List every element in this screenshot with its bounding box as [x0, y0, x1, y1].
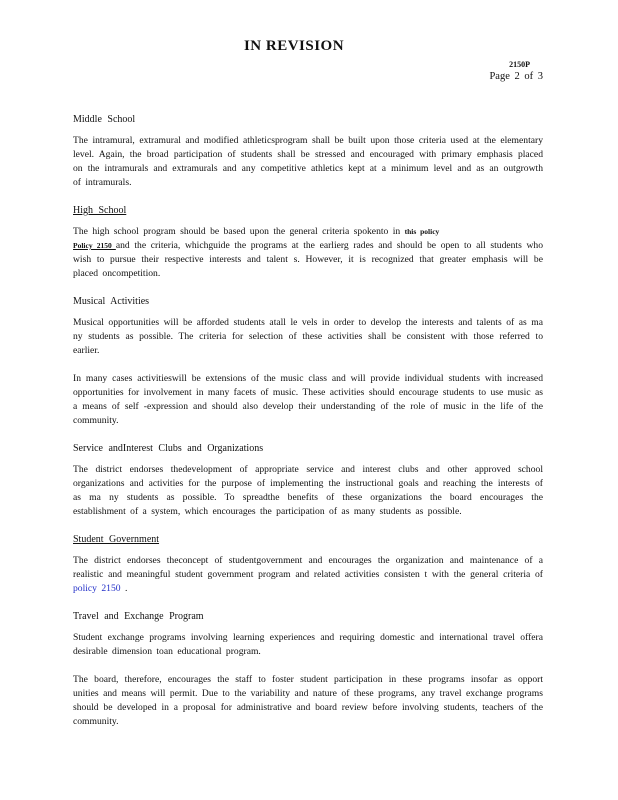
high-school-heading-text: High School — [73, 205, 127, 216]
section-heading-middle-school: Middle School — [73, 114, 136, 125]
student-gov-text-2: . — [120, 583, 128, 594]
section-heading-high-school — [73, 204, 543, 218]
section-heading-student-government — [73, 533, 543, 547]
student-gov-text-1: The district endorses theconcept of studentgovernment and encourages the organization and maintenance of a realistic and meaningful student government program and related activities consisten t with the general criteria of — [73, 555, 543, 580]
high-school-bold-policy-number: Policy 2150 — [73, 241, 116, 250]
paragraph-musical-2: In many cases activitieswill be extensions of the music class and will provide individual students with increased opportunities for involvement in many facets of music. These activities should encourage students to use music as a means of self -expression and should also develop their understanding of the role of music in the life of the community. — [73, 373, 543, 426]
high-school-text-2: and the criteria, whichguide the programs at the earlierg rades and should be open to all students who wish to pursue their respective interests and talent s. However, it is recognized that greater emphasis will be placed oncompetition. — [73, 240, 543, 279]
page-number: Page 2 of 3 — [489, 71, 543, 82]
paragraph-high-school — [73, 225, 543, 281]
document-title: IN REVISION — [243, 38, 345, 54]
paragraph-travel-2: The board, therefore, encourages the staff to foster student participation in these programs insofar as opport unities and means will permit. Due to the variability and nature of these programs, any travel exchange programs should be developed in a proposal for administrative and board review before involving students, teachers of the community. — [73, 674, 543, 727]
paragraph-travel-1: Student exchange programs involving learning experiences and requiring domestic and international travel offera desirable dimension toan educational program. — [73, 632, 543, 657]
paragraph-musical-1: Musical opportunities will be afforded students atall le vels in order to develop the interests and talents of as ma ny students as possible. The criteria for selection of these activities shall be consistent with those referred to earlier. — [73, 317, 543, 356]
policy-code: 2150P — [509, 60, 530, 69]
section-heading-musical-activities: Musical Activities — [73, 296, 150, 307]
document-body — [73, 113, 543, 743]
section-heading-travel-exchange: Travel and Exchange Program — [73, 611, 204, 622]
student-government-heading-text: Student Government — [73, 534, 160, 545]
section-heading-service-clubs: Service andInterest Clubs and Organizations — [73, 443, 264, 454]
high-school-text-1: The high school program should be based upon the general criteria spokento in — [73, 226, 405, 237]
high-school-bold-policy: this policy — [404, 227, 440, 236]
paragraph-middle-school: The intramural, extramural and modified athleticsprogram shall be built upon those criteria used at the elementary level. Again, the broad participation of students shall be stressed and encouraged with primary emphasis placed on the intramurals and extramurals and any competitive athletics kept at a minimum level and as an outgrowth of intramurals. — [73, 135, 543, 188]
policy-2150-link[interactable]: policy 2150 — [73, 583, 121, 594]
paragraph-student-government — [73, 554, 543, 596]
paragraph-service-clubs: The district endorses thedevelopment of appropriate service and interest clubs and other approved school organizations and activities for the purpose of implementing the instructional goals and reaching the interests of as ma ny students as possible. To spreadthe benefits of these organizations the board encourages the establishment of a system, which encourages the participation of as many students as possible. — [73, 464, 543, 517]
